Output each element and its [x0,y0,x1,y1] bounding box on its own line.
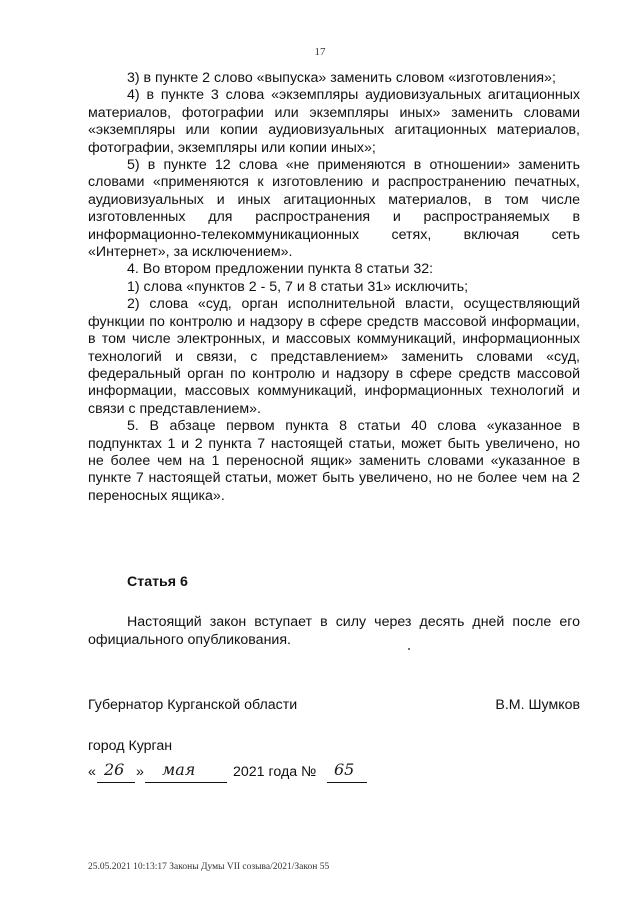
date-day: 26 [104,760,125,779]
date-year: 2021 года № [233,764,317,780]
paragraph-section-4: 4. Во втором предложении пункта 8 статьи 32: [127,261,434,278]
amendments-text [88,70,580,505]
paragraph-item-3: 3) в пункте 2 слово «выпуска» заменить словом «изготовления»; [127,70,556,86]
signatory-name: В.М. Шумков [495,697,580,713]
paragraph-section-4-item-1: 1) слова «пунктов 2 - 5, 7 и 8 статьи 31» исключить; [127,278,469,295]
date-month: мая [162,760,196,779]
paragraph-section-5: 5. В абзаце первом пункта 8 статьи 40 слова «указанное в подпунктах 1 и 2 пункта 7 настоящей статьи, может быть увеличено, но не более чем на 1 переносной ящик» заменить словами «указанное в пункте 7 настоящей статьи, может быть увеличено, но не более чем на 2 переносных ящика». [88,418,580,504]
paragraph-item-5: 5) в пункте 12 слова «не применяются в отношении» заменить словами «применяются к изготовлению и распространению печатных, аудиовизуальных и иных агитационных материалов, в том числе изготовленных для распространения и распространяемых в информационно-телекоммуникационных сетях, включая сеть «Интернет», за исключением». [88,157,580,261]
date-month-underline [145,782,227,783]
paragraph-item-4: 4) в пункте 3 слова «экземпляры аудиовизуальных агитационных материалов, фотографии или экземпляры иных» заменить словами «экземпляры или копии аудиовизуальных агитационных материалов, фотографии, экземпляры или копии иных»; [88,87,580,156]
law-number-underline [327,782,367,783]
article-text: Настоящий закон вступает в силу через десять дней после его официального опубликования. [88,614,580,648]
city: город Курган [88,738,173,754]
article-heading: Статья 6 [127,574,188,590]
signatory-title: Губернатор Курганской области [88,697,298,713]
paragraph-section-4-item-2: 2) слова «суд, орган исполнительной власти, осуществляющий функции по контролю и надзору в сфере средств массовой информации, в том числе электронных, и массовых коммуникаций, информационных технологий и связи, с представлением» заменить словами «суд, федеральный орган по контролю и надзору в сфере средств массовой информации, массовых коммуникаций, информационных технологий и связи с представлением». [88,296,580,417]
stray-mark [408,648,410,650]
footer-stamp: 25.05.2021 10:13:17 Законы Думы VII созыва/2021/Закон 55 [88,862,330,872]
date-open-quote: « [88,764,96,780]
date-day-underline [97,782,135,783]
date-close-quote: » [136,764,144,780]
law-number: 65 [334,760,355,779]
page-number: 17 [314,46,326,58]
date-line [88,760,388,792]
